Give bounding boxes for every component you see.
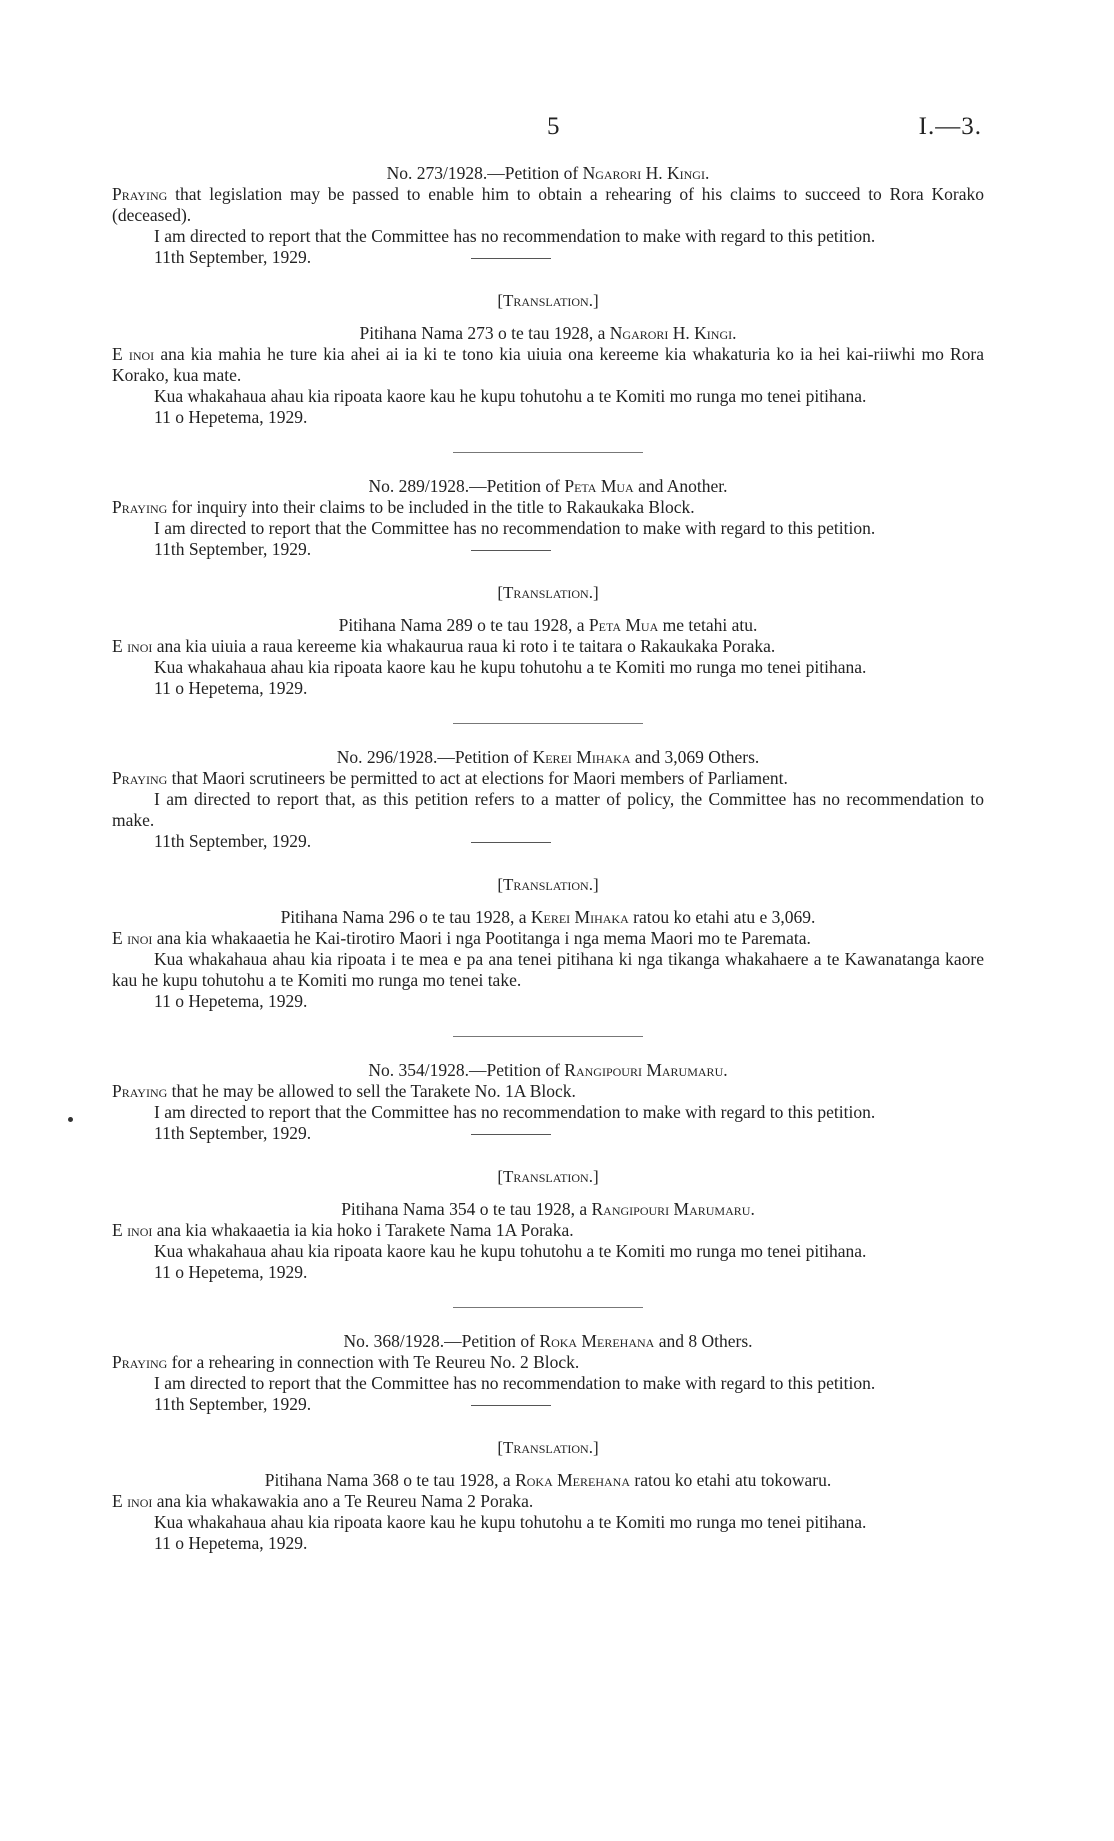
translation-tag: [Translation.]	[497, 875, 599, 894]
petition-heading: No. 273/1928.—Petition of Ngarori H. Kingi.	[386, 163, 710, 183]
translation-prayer: E inoi ana kia mahia he ture kia ahei ai ia ki te tono kia uiuia ona kereeme kia whakaturia ko ia hei kai-riiwhi mo Rora Korako, kua mate.	[112, 344, 985, 385]
short-rule	[471, 842, 551, 843]
translation-report: Kua whakahaua ahau kia ripoata kaore kau he kupu tohutohu a te Komiti mo runga mo tenei pitihana.	[154, 1512, 867, 1532]
section-divider	[453, 1307, 643, 1308]
petition-entry	[112, 1330, 984, 1554]
short-rule	[471, 1134, 551, 1135]
petition-prayer: Praying that he may be allowed to sell the Tarakete No. 1A Block.	[112, 1081, 576, 1101]
short-rule	[471, 1405, 551, 1406]
margin-dot	[68, 1117, 73, 1122]
petition-heading: No. 368/1928.—Petition of Roka Merehana and 8 Others.	[343, 1331, 753, 1351]
petitions-list	[112, 162, 984, 1554]
report-date: 11th September, 1929.	[112, 831, 984, 852]
committee-report: I am directed to report that the Committee has no recommendation to make with regard to this petition.	[154, 226, 876, 246]
petition-entry	[112, 162, 984, 428]
petition-prayer: Praying for inquiry into their claims to be included in the title to Rakaukaka Block.	[112, 497, 695, 517]
report-date: 11th September, 1929.	[112, 247, 984, 268]
translation-heading: Pitihana Nama 354 o te tau 1928, a Rangipouri Marumaru.	[341, 1199, 755, 1219]
committee-report: I am directed to report that the Committee has no recommendation to make with regard to this petition.	[154, 1102, 876, 1122]
report-date: 11th September, 1929.	[112, 1394, 984, 1415]
petition-heading: No. 296/1928.—Petition of Kerei Mihaka and 3,069 Others.	[336, 747, 760, 767]
petition-heading: No. 354/1928.—Petition of Rangipouri Marumaru.	[368, 1060, 728, 1080]
translation-tag: [Translation.]	[497, 291, 599, 310]
short-rule	[471, 550, 551, 551]
translation-date: 11 o Hepetema, 1929.	[154, 407, 308, 427]
translation-tag: [Translation.]	[497, 1438, 599, 1457]
petition-prayer: Praying for a rehearing in connection with Te Reureu No. 2 Block.	[112, 1352, 580, 1372]
translation-heading: Pitihana Nama 289 o te tau 1928, a Peta Mua me tetahi atu.	[338, 615, 758, 635]
translation-heading: Pitihana Nama 273 o te tau 1928, a Ngarori H. Kingi.	[359, 323, 737, 343]
translation-report: Kua whakahaua ahau kia ripoata kaore kau he kupu tohutohu a te Komiti mo runga mo tenei pitihana.	[154, 1241, 867, 1261]
petition-entry	[112, 746, 984, 1012]
section-divider	[453, 723, 643, 724]
petition-prayer: Praying that Maori scrutineers be permitted to act at elections for Maori members of Parliament.	[112, 768, 788, 788]
petition-entry	[112, 475, 984, 699]
document-reference: I.—3.	[918, 113, 982, 140]
translation-tag: [Translation.]	[497, 1167, 599, 1186]
report-date: 11th September, 1929.	[112, 1123, 984, 1144]
petition-entry	[112, 1059, 984, 1283]
translation-date: 11 o Hepetema, 1929.	[154, 1533, 308, 1553]
petition-heading: No. 289/1928.—Petition of Peta Mua and Another.	[368, 476, 728, 496]
translation-date: 11 o Hepetema, 1929.	[154, 991, 308, 1011]
translation-prayer: E inoi ana kia whakaaetia ia kia hoko i Tarakete Nama 1A Poraka.	[112, 1220, 574, 1240]
report-date: 11th September, 1929.	[112, 539, 984, 560]
page-number: 5	[547, 113, 560, 140]
committee-report: I am directed to report that the Committee has no recommendation to make with regard to this petition.	[154, 518, 876, 538]
committee-report: I am directed to report that, as this petition refers to a matter of policy, the Committee has no recommendation to make.	[112, 789, 984, 830]
translation-prayer: E inoi ana kia whakawakia ano a Te Reureu Nama 2 Poraka.	[112, 1491, 534, 1511]
translation-date: 11 o Hepetema, 1929.	[154, 678, 308, 698]
section-divider	[453, 452, 643, 453]
translation-report: Kua whakahaua ahau kia ripoata i te mea e pa ana tenei pitihana ki nga tikanga whakahaere a te Kawanatanga kaore kau he kupu tohutohu a te Komiti mo runga mo tenei take.	[112, 949, 984, 990]
translation-tag: [Translation.]	[497, 583, 599, 602]
translation-report: Kua whakahaua ahau kia ripoata kaore kau he kupu tohutohu a te Komiti mo runga mo tenei pitihana.	[154, 386, 867, 406]
translation-date: 11 o Hepetema, 1929.	[154, 1262, 308, 1282]
translation-report: Kua whakahaua ahau kia ripoata kaore kau he kupu tohutohu a te Komiti mo runga mo tenei pitihana.	[154, 657, 867, 677]
section-divider	[453, 1036, 643, 1037]
translation-prayer: E inoi ana kia whakaaetia he Kai-tirotiro Maori i nga Pootitanga i nga mema Maori mo te Paremata.	[112, 928, 811, 948]
committee-report: I am directed to report that the Committee has no recommendation to make with regard to this petition.	[154, 1373, 876, 1393]
petition-prayer: Praying that legislation may be passed to enable him to obtain a rehearing of his claims to succeed to Rora Korako (deceased).	[112, 184, 984, 225]
short-rule	[471, 258, 551, 259]
translation-prayer: E inoi ana kia uiuia a raua kereeme kia whakaurua raua ki roto i te taitara o Rakaukaka Poraka.	[112, 636, 776, 656]
translation-heading: Pitihana Nama 368 o te tau 1928, a Roka Merehana ratou ko etahi atu tokowaru.	[264, 1470, 832, 1490]
translation-heading: Pitihana Nama 296 o te tau 1928, a Kerei Mihaka ratou ko etahi atu e 3,069.	[280, 907, 816, 927]
